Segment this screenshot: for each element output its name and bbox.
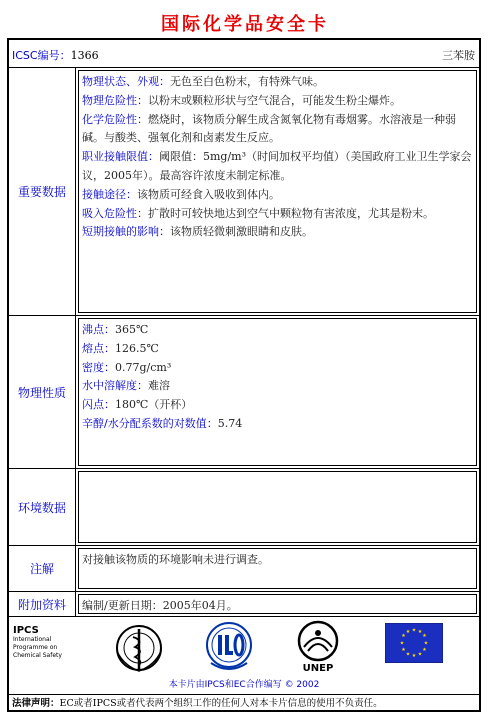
svg-text:★: ★: [423, 640, 429, 647]
important-data-label: 重要数据: [9, 68, 76, 315]
svg-text:★: ★: [411, 627, 417, 634]
ipcs-title: IPCS: [13, 625, 39, 636]
property-key: 沸点：: [82, 323, 115, 336]
notes-section: [9, 546, 479, 592]
item-key: 物理危险性：: [82, 93, 148, 107]
property-item: [82, 377, 473, 396]
svg-text:★: ★: [401, 633, 406, 639]
property-item: [82, 396, 473, 415]
legal-disclaimer: [9, 695, 479, 712]
credit-line: 本卡片由IPCS和EC合作编写 © 2002: [168, 680, 320, 690]
physical-properties-content: [78, 318, 477, 466]
disclaimer-text: EC或者IPCS或者代表两个组织工作的任何人对本卡片信息的使用不负责任。: [59, 698, 383, 709]
physical-properties-label: 物理性质: [9, 316, 76, 468]
property-key: 密度：: [82, 360, 115, 374]
unep-label: UNEP: [302, 663, 334, 674]
ipcs-subtitle-line: International: [13, 636, 52, 643]
property-value: 0.77g/cm³: [115, 360, 172, 374]
item-text: 以粉末或颗粒形状与空气混合，可能发生粉尘爆炸。: [148, 93, 401, 107]
physical-properties-section: [9, 316, 479, 469]
svg-text:★: ★: [417, 651, 423, 658]
important-data-section: [9, 68, 479, 316]
icsc-header: [9, 40, 479, 68]
svg-text:★: ★: [401, 647, 406, 653]
environment-content: [78, 471, 477, 543]
property-item: [82, 321, 473, 340]
notes-content: 对接触该物质的环境影响未进行调查。: [78, 548, 477, 589]
property-value: 126.5℃: [115, 341, 159, 355]
property-item: [82, 340, 473, 359]
notes-label: 注解: [9, 546, 76, 591]
property-key: 熔点：: [82, 341, 115, 355]
important-item: [82, 186, 473, 205]
card-title: 国际化学品安全卡: [161, 14, 329, 35]
item-text: 该物质轻微刺激眼睛和皮肤。: [170, 225, 313, 239]
item-key: 短期接触的影响：: [82, 225, 170, 239]
important-item: [82, 111, 473, 149]
important-item: [82, 73, 473, 92]
property-key: 水中溶解度：: [82, 379, 148, 393]
item-text: 扩散时可较快地达到空气中颗粒物有害浓度，尤其是粉末。: [148, 206, 434, 220]
svg-text:★: ★: [411, 653, 417, 659]
extra-info-content: 编制/更新日期：2005年04月。: [78, 594, 477, 614]
important-item: [82, 205, 473, 224]
item-key: 职业接触限值：: [82, 150, 159, 164]
item-text: 该物质可经食入吸收到体内。: [137, 187, 280, 201]
property-item: [82, 359, 473, 378]
property-key: 辛醇/水分配系数的对数值：: [82, 416, 218, 430]
unep-emblem-icon: [292, 619, 344, 663]
important-data-content: [78, 70, 477, 313]
property-item: [82, 415, 473, 434]
svg-text:★: ★: [405, 629, 411, 635]
disclaimer-label: 法律声明：: [12, 698, 60, 709]
ipcs-logo: [13, 625, 62, 660]
environment-label: 环境数据: [9, 469, 76, 545]
item-text: 阈限值：5mg/m³（时间加权平均值）（美国政府工业卫生学家会议，2005年）。最高容许浓度未制定标准。: [82, 150, 472, 182]
property-value: 180℃（开杯）: [115, 398, 193, 412]
property-value: 难溶: [148, 379, 170, 393]
extra-info-label: 附加资料: [9, 592, 76, 616]
logo-strip: [9, 617, 479, 695]
icsc-number: 1366: [70, 49, 99, 62]
important-item: [82, 223, 473, 242]
ilo-emblem-icon: [199, 619, 259, 677]
svg-text:★: ★: [422, 647, 427, 653]
important-item: [82, 148, 473, 186]
icsc-number-row: [12, 47, 99, 63]
svg-text:★: ★: [405, 651, 411, 658]
ipcs-subtitle-line: Chemical Safety: [13, 652, 62, 659]
environment-section: [9, 469, 479, 546]
extra-info-section: [9, 592, 479, 617]
item-key: 吸入危险性：: [82, 206, 148, 220]
safety-card: [7, 38, 481, 712]
item-key: 物理状态、外观：: [82, 75, 170, 88]
svg-text:★: ★: [399, 640, 405, 647]
icsc-label: ICSC编号：: [12, 49, 71, 62]
svg-text:★: ★: [417, 629, 423, 635]
chemical-name: 三苯胺: [442, 49, 475, 62]
property-key: 闪点：: [82, 398, 115, 412]
item-key: 化学危险性：: [82, 112, 148, 126]
svg-text:★: ★: [422, 633, 427, 639]
important-item: [82, 92, 473, 111]
item-key: 接触途径：: [82, 187, 137, 201]
eu-flag-icon: [385, 623, 443, 663]
item-text: 无色至白色粉末，有特殊气味。: [170, 75, 324, 88]
item-text: 燃烧时，该物质分解生成含氮氧化物有毒烟雾。水溶液是一种弱碱。与酸类、强氧化剂和卤素发生反应。: [82, 112, 456, 145]
property-value: 5.74: [217, 416, 243, 430]
property-value: 365℃: [115, 323, 149, 336]
ipcs-subtitle-line: Programme on: [13, 644, 58, 651]
who-emblem-icon: [109, 621, 169, 675]
